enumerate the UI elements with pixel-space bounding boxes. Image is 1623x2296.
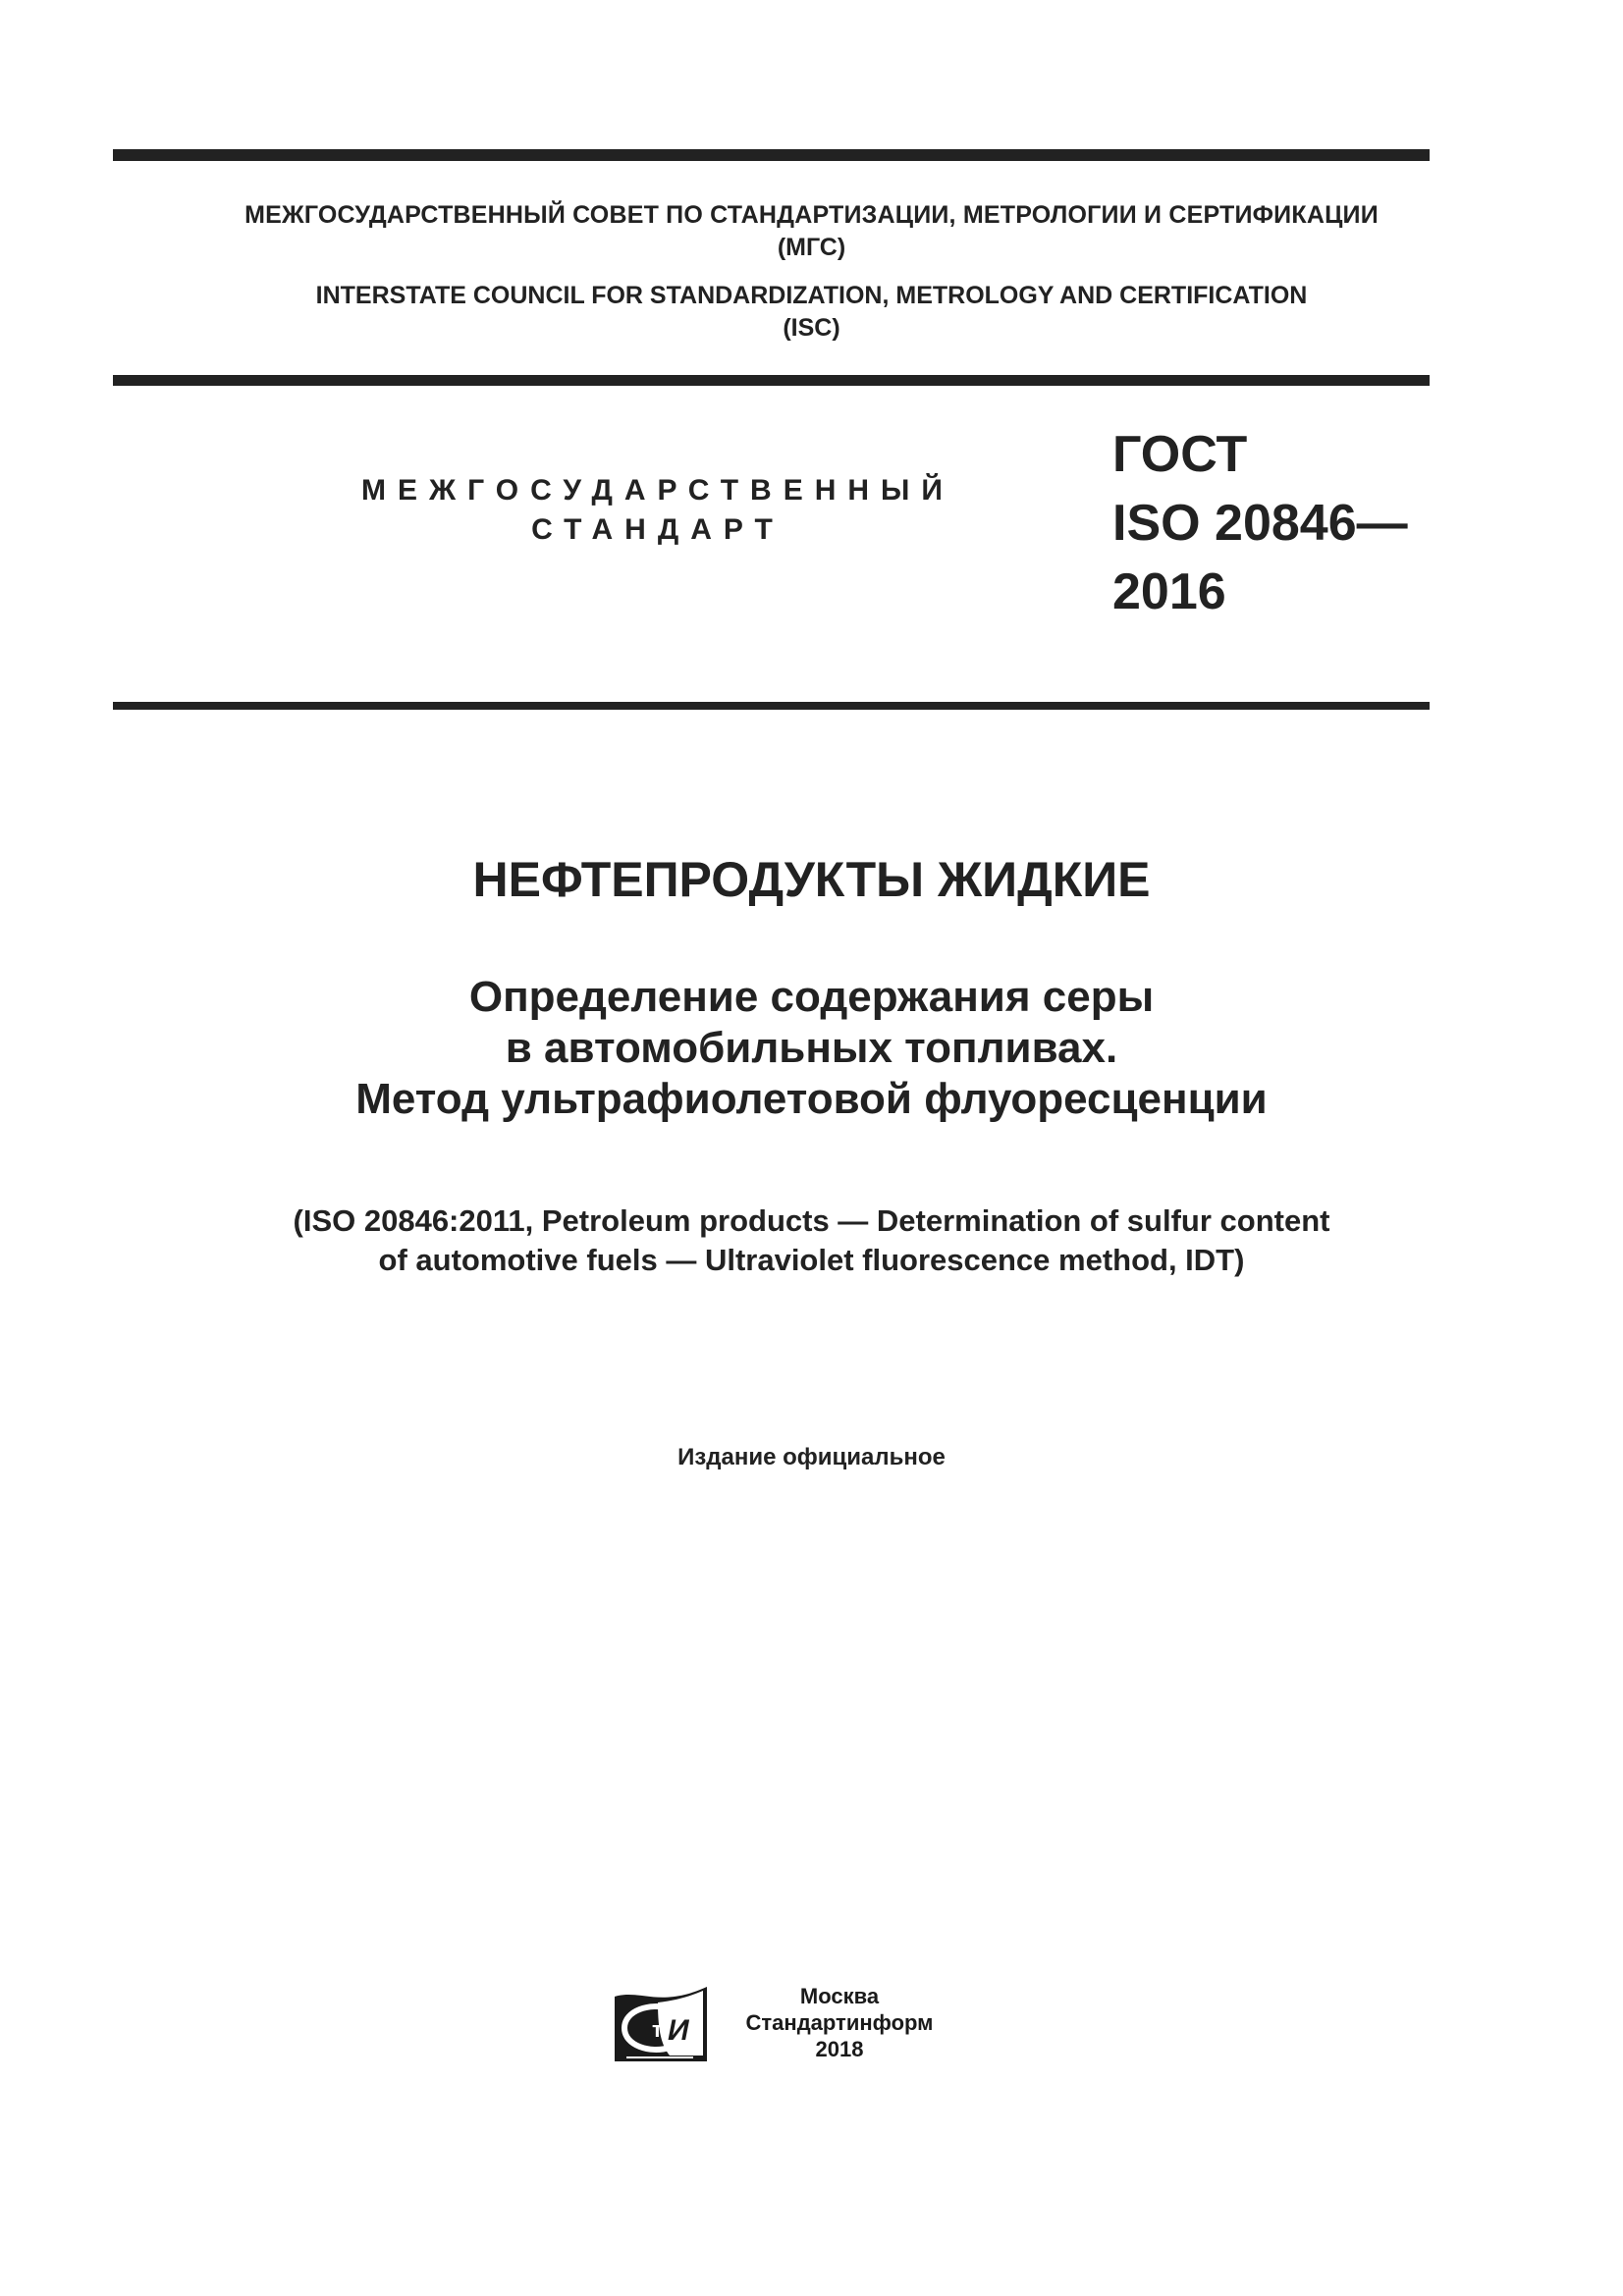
- header-rule: [113, 375, 1430, 386]
- standard-type: [245, 471, 1070, 550]
- top-rule: [113, 149, 1430, 161]
- standard-type-line2: СТАНДАРТ: [531, 513, 784, 546]
- designation-rule: [113, 702, 1430, 710]
- designation-line1: ГОСТ: [1112, 426, 1248, 483]
- publisher-name: Стандартинформ: [745, 2010, 934, 2035]
- council-abbr-ru: (МГС): [777, 234, 846, 261]
- iso-reference-line: of automotive fuels — Ultraviolet fluorescence method, IDT): [378, 1243, 1245, 1277]
- council-name-en: INTERSTATE COUNCIL FOR STANDARDIZATION, METROLOGY AND CERTIFICATION: [315, 282, 1308, 309]
- publisher-year: 2018: [815, 2037, 864, 2061]
- svg-text:И: И: [668, 2014, 689, 2047]
- document-subtitle: [0, 972, 1623, 1125]
- subtitle-line: в автомобильных топливах.: [505, 1024, 1118, 1072]
- iso-reference-line: (ISO 20846:2011, Petroleum products — Determination of sulfur content: [293, 1203, 1330, 1238]
- council-name-ru: МЕЖГОСУДАРСТВЕННЫЙ СОВЕТ ПО СТАНДАРТИЗАЦИИ, МЕТРОЛОГИИ И СЕРТИФИКАЦИИ: [244, 201, 1379, 229]
- document-title: НЕФТЕПРОДУКТЫ ЖИДКИЕ: [472, 852, 1151, 907]
- edition-label: Издание официальное: [677, 1444, 946, 1470]
- publisher-info: [727, 1983, 952, 2062]
- council-abbr-en: (ISC): [783, 314, 840, 342]
- svg-text:т: т: [652, 2017, 663, 2042]
- subtitle-line: Определение содержания серы: [468, 973, 1155, 1021]
- publisher-city: Москва: [799, 1984, 880, 2008]
- designation-line3: 2016: [1112, 563, 1226, 620]
- iso-reference: [0, 1201, 1623, 1280]
- sti-logo-icon: [611, 1983, 711, 2069]
- standard-designation: [1112, 420, 1408, 626]
- designation-line2: ISO 20846—: [1112, 495, 1408, 552]
- standard-type-line1: МЕЖГОСУДАРСТВЕННЫЙ: [361, 474, 954, 507]
- subtitle-line: Метод ультрафиолетовой флуоресценции: [355, 1075, 1268, 1123]
